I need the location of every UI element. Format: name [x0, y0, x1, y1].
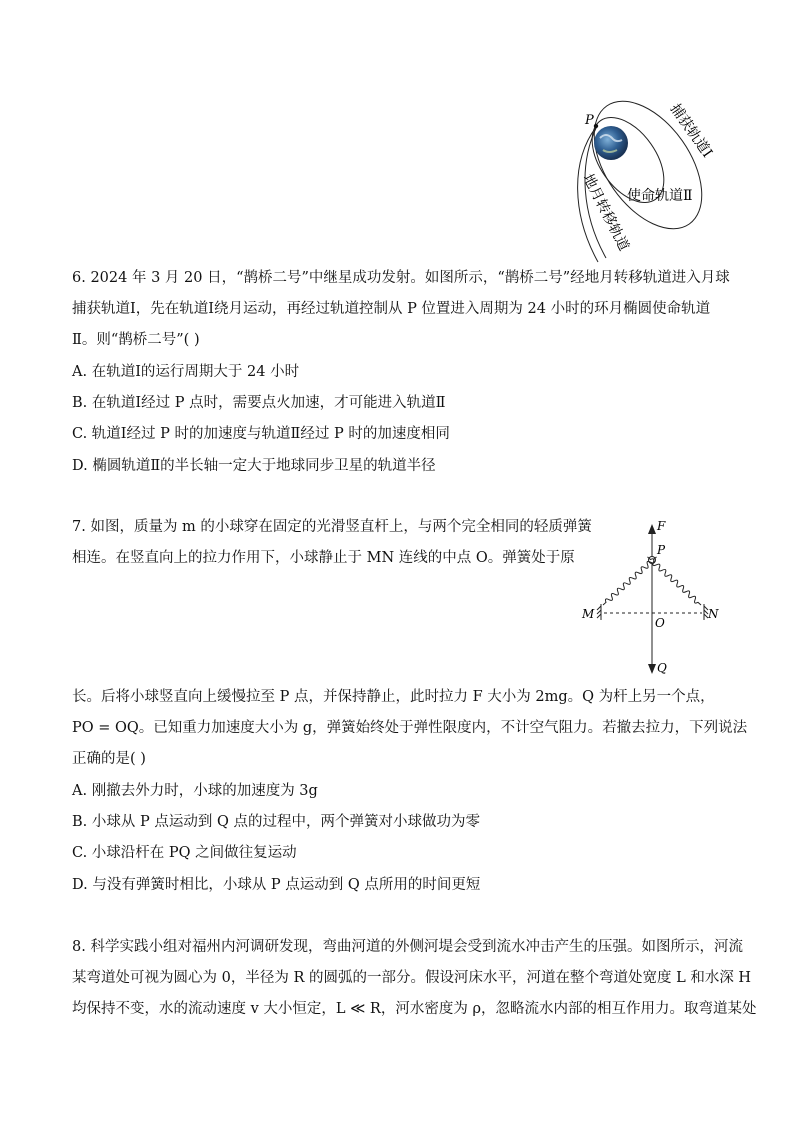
q8-stem-line-1: 8. 科学实践小组对福州内河调研发现，弯曲河道的外侧河堤会受到流水冲击产生的压强。如图所示，河流 — [72, 939, 743, 955]
point-p-dot — [594, 124, 598, 128]
rod-bottom-arrow-icon — [648, 664, 656, 674]
q6-option-d: D. 椭圆轨道Ⅱ的半长轴一定大于地球同步卫星的轨道半径 — [72, 458, 436, 474]
capture-orbit-label: 捕获轨道Ⅰ — [666, 101, 716, 161]
point-p-label: P — [585, 113, 594, 128]
left-spring-icon — [601, 555, 658, 607]
q7-stem-line-2: 相连。在竖直向上的拉力作用下，小球静止于 MN 连线的中点 O。弹簧处于原 — [72, 550, 575, 566]
q6-stem-line-1: 6. 2024 年 3 月 20 日，“鹊桥二号”中继星成功发射。如图所示，“鹊桥二号”经地月转移轨道进入月球 — [72, 270, 730, 286]
transfer-orbit-curve — [578, 126, 598, 262]
right-wall-icon — [704, 604, 708, 620]
point-o-label: O — [655, 616, 665, 630]
q8-stem-line-3: 均保持不变，水的流动速度 v 大小恒定，L ≪ R，河水密度为 ρ，忽略流水内部的相互作用力。取弯道某处 — [72, 1001, 757, 1017]
transfer-orbit-label: 地月转移轨道 — [579, 171, 632, 254]
mission-orbit-curve — [578, 105, 679, 216]
q7-stem-line-3: 长。后将小球竖直向上缓慢拉至 P 点，并保持静止，此时拉力 F 大小为 2mg。Q 为杆上另一个点， — [72, 689, 715, 705]
point-q-label: Q — [657, 661, 667, 675]
q6-option-b: B. 在轨道Ⅰ经过 P 点时，需要点火加速，才可能进入轨道Ⅱ — [72, 395, 446, 411]
q7-stem-line-5: 正确的是( ) — [72, 751, 146, 767]
force-arrow-icon — [648, 524, 656, 534]
force-label: F — [657, 519, 666, 533]
q7-option-b: B. 小球从 P 点运动到 Q 点的过程中，两个弹簧对小球做功为零 — [72, 814, 480, 830]
q6-option-a: A. 在轨道Ⅰ的运行周期大于 24 小时 — [72, 364, 300, 380]
q7-option-d: D. 与没有弹簧时相比，小球从 P 点运动到 Q 点所用的时间更短 — [72, 877, 481, 893]
q7-option-c: C. 小球沿杆在 PQ 之间做往复运动 — [72, 845, 297, 861]
q7-stem-line-4: PO = OQ。已知重力加速度大小为 g，弹簧始终处于弹性限度内，不计空气阻力。若撤去拉力，下列说法 — [72, 720, 748, 736]
left-wall-icon — [597, 604, 601, 620]
point-n-label: N — [708, 607, 719, 621]
point-m-label: M — [582, 607, 595, 621]
point-p-label-q7: P — [657, 543, 666, 557]
right-spring-icon — [646, 555, 703, 607]
capture-orbit-curve — [572, 82, 723, 248]
q7-stem-line-1: 7. 如图，质量为 m 的小球穿在固定的光滑竖直杆上，与两个完全相同的轻质弹簧 — [72, 519, 592, 535]
q6-stem-line-3: Ⅱ。则“鹊桥二号”( ) — [72, 332, 200, 348]
ball-icon — [649, 557, 656, 564]
q6-stem-line-2: 捕获轨道Ⅰ，先在轨道Ⅰ绕月运动，再经过轨道控制从 P 位置进入周期为 24 小时的环月椭圆使命轨道 — [72, 301, 711, 317]
q6-option-c: C. 轨道Ⅰ经过 P 时的加速度与轨道Ⅱ经过 P 时的加速度相同 — [72, 426, 450, 442]
moon-icon — [594, 126, 628, 160]
mission-orbit-label: 使命轨道Ⅱ — [627, 188, 693, 204]
q7-option-a: A. 刚撤去外力时，小球的加速度为 3g — [72, 783, 318, 799]
q8-stem-line-2: 某弯道处可视为圆心为 0，半径为 R 的圆弧的一部分。假设河床水平，河道在整个弯道处宽度 L 和水深 H — [72, 970, 752, 986]
